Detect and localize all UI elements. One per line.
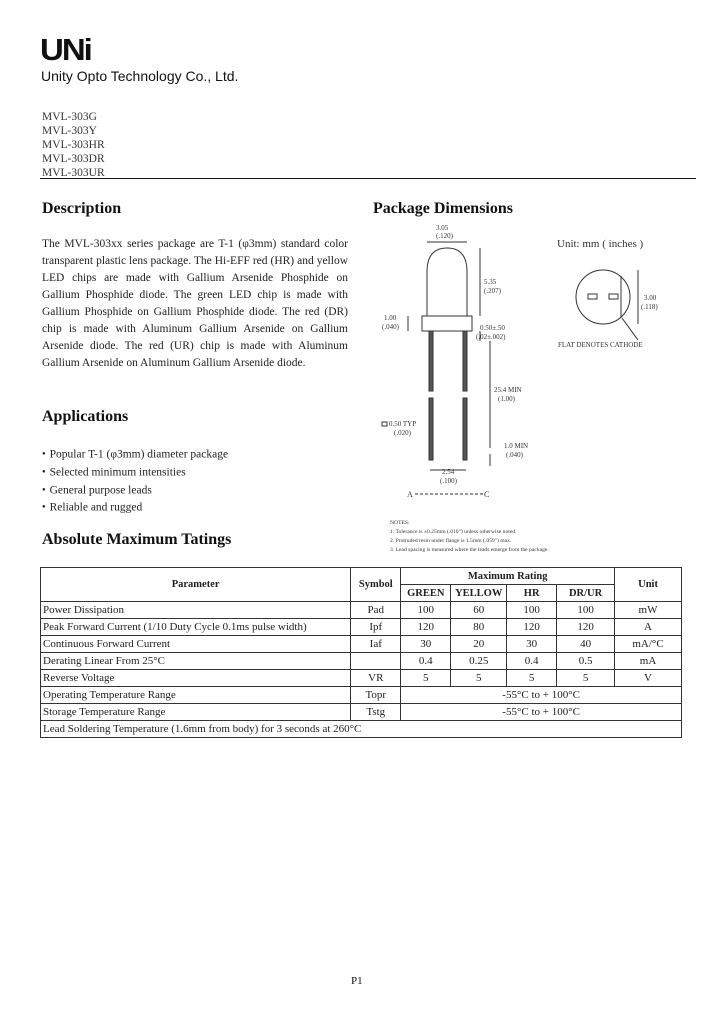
- row-value: 120: [507, 619, 557, 636]
- table-row: [41, 619, 682, 636]
- description-text: The MVL-303xx series package are T-1 (φ3mm) standard color transparent plastic lens package. The Hi-EFF red (HR) and yellow LED chips are made with Gallium Arsenide Phosphide on Gallium Phosphide diode. The green LED chip is made with Gallium Phosphide on Gallium Phosphide diode. The red (DR) chip is made with Aluminum Gallium Arsenide on Gallium Arsenide diode. The red (UR) chip is made with Aluminum Gallium Arsenide on Aluminum Gallium Arsenide diode.: [42, 238, 348, 369]
- model-list: [42, 110, 105, 180]
- dim-body-height-in: (.207): [484, 287, 501, 295]
- row-parameter: Power Dissipation: [41, 602, 351, 619]
- dim-flange: 1.00: [384, 314, 397, 322]
- applications-heading: Applications: [42, 408, 129, 425]
- row-value: 30: [401, 636, 451, 653]
- row-parameter: Storage Temperature Range: [41, 704, 351, 721]
- row-symbol: Ipf: [351, 619, 401, 636]
- dim-lead-length: 25.4 MIN: [494, 386, 522, 394]
- applications-list: [42, 446, 228, 517]
- row-value: 60: [451, 602, 507, 619]
- row-value: 0.25: [451, 653, 507, 670]
- row-value: 5: [557, 670, 615, 687]
- lead-anode-lower: [429, 398, 433, 460]
- table-header-row: [41, 568, 682, 585]
- cathode-note: FLAT DENOTES CATHODE: [558, 341, 643, 349]
- table-row: [41, 670, 682, 687]
- dim-lead-min: 1.0 MIN: [504, 442, 529, 450]
- dim-square: 0.50 TYP: [389, 420, 417, 428]
- dim-flange-in: (.040): [382, 323, 399, 331]
- header-unit: Unit: [615, 568, 682, 602]
- table-row: [41, 653, 682, 670]
- header-col: YELLOW: [451, 585, 507, 602]
- dim-diameter-in: (.118): [641, 303, 658, 311]
- row-unit: A: [615, 619, 682, 636]
- row-parameter: Peak Forward Current (1/10 Duty Cycle 0.1ms pulse width): [41, 619, 351, 636]
- row-value: 5: [401, 670, 451, 687]
- row-value: 120: [557, 619, 615, 636]
- dim-diameter: 3.00: [644, 294, 657, 302]
- row-value: 0.4: [507, 653, 557, 670]
- row-unit: mW: [615, 602, 682, 619]
- list-item: ● Selected minimum intensities: [42, 464, 228, 482]
- row-symbol: Topr: [351, 687, 401, 704]
- row-value: 5: [507, 670, 557, 687]
- model-number: MVL-303HR: [42, 139, 105, 151]
- dim-pitch-in: (.100): [440, 477, 457, 485]
- led-body-outline: [427, 248, 467, 316]
- model-number: MVL-303DR: [42, 153, 105, 165]
- table-row: [41, 636, 682, 653]
- row-parameter: Reverse Voltage: [41, 670, 351, 687]
- dim-lead-thick-in: (.02±.002): [476, 333, 506, 341]
- header-col: HR: [507, 585, 557, 602]
- row-value: 30: [507, 636, 557, 653]
- notes-title: NOTES:: [390, 520, 410, 526]
- page-number: P1: [351, 975, 363, 987]
- model-number: MVL-303UR: [42, 167, 105, 179]
- table-row: [41, 602, 682, 619]
- dim-body-width-in: (.120): [436, 232, 453, 240]
- row-symbol: Iaf: [351, 636, 401, 653]
- cathode-pad: [609, 294, 618, 299]
- company-logo: UNi: [40, 32, 91, 67]
- row-unit: mA/°C: [615, 636, 682, 653]
- package-dimensions-drawing: [360, 216, 690, 561]
- list-item: ● General purpose leads: [42, 482, 228, 500]
- lead-label-a: A: [407, 490, 413, 499]
- row-value: 20: [451, 636, 507, 653]
- header-divider: [40, 178, 696, 179]
- row-symbol: Tstg: [351, 704, 401, 721]
- dim-lead-min-in: (.040): [506, 451, 523, 459]
- header-col: DR/UR: [557, 585, 615, 602]
- dim-square-in: (.020): [394, 429, 411, 437]
- dim-lead-length-in: (1.00): [498, 395, 515, 403]
- units-label: Unit: mm ( inches ): [557, 238, 644, 250]
- table-row: [41, 721, 682, 738]
- lead-label-c: C: [484, 490, 490, 499]
- row-symbol: VR: [351, 670, 401, 687]
- row-range: -55°C to + 100°C: [401, 704, 682, 721]
- row-unit: mA: [615, 653, 682, 670]
- soldering-note: Lead Soldering Temperature (1.6mm from body) for 3 seconds at 260°C: [41, 721, 682, 738]
- row-range: -55°C to + 100°C: [401, 687, 682, 704]
- table-row: [41, 704, 682, 721]
- lead-cathode-upper: [463, 331, 467, 391]
- header-col: GREEN: [401, 585, 451, 602]
- lead-cathode-lower: [463, 398, 467, 460]
- row-symbol: Pad: [351, 602, 401, 619]
- row-value: 0.4: [401, 653, 451, 670]
- row-value: 0.5: [557, 653, 615, 670]
- anode-pad: [588, 294, 597, 299]
- row-value: 5: [451, 670, 507, 687]
- dim-lead-thick: 0.50±.50: [480, 324, 505, 332]
- package-heading: Package Dimensions: [373, 200, 513, 217]
- header-parameter: Parameter: [41, 568, 351, 602]
- table-row: [41, 687, 682, 704]
- row-value: 100: [507, 602, 557, 619]
- lead-anode-upper: [429, 331, 433, 391]
- leader-line: [622, 318, 638, 340]
- row-value: 100: [557, 602, 615, 619]
- ratings-heading: Absolute Maximum Tatings: [42, 531, 232, 548]
- company-name: Unity Opto Technology Co., Ltd.: [41, 68, 239, 84]
- note-item: 2. Protruded resin under flange is 1.5mm (.059") max.: [390, 538, 512, 544]
- note-item: 3. Lead spacing is measured where the leads emerge from the package.: [390, 547, 549, 553]
- dim-body-height: 5.35: [484, 278, 497, 286]
- header-max-rating: Maximum Rating: [401, 568, 615, 585]
- dim-pitch: 2.54: [442, 468, 455, 476]
- row-value: 40: [557, 636, 615, 653]
- row-value: 100: [401, 602, 451, 619]
- list-item: ● Popular T-1 (φ3mm) diameter package: [42, 446, 228, 464]
- header-symbol: Symbol: [351, 568, 401, 602]
- square-lead-marker: [382, 422, 387, 426]
- model-number: MVL-303Y: [42, 125, 97, 137]
- description-heading: Description: [42, 200, 122, 217]
- led-flange: [422, 316, 472, 331]
- row-value: 80: [451, 619, 507, 636]
- note-item: 1. Tolerance is ±0.25mm (.010") unless otherwise noted.: [390, 529, 517, 535]
- row-parameter: Operating Temperature Range: [41, 687, 351, 704]
- row-value: 120: [401, 619, 451, 636]
- row-symbol: [351, 653, 401, 670]
- top-view-circle: [576, 270, 630, 324]
- row-parameter: Derating Linear From 25°C: [41, 653, 351, 670]
- list-item: ● Reliable and rugged: [42, 499, 228, 517]
- model-number: MVL-303G: [42, 111, 97, 123]
- row-parameter: Continuous Forward Current: [41, 636, 351, 653]
- max-ratings-table: [40, 567, 682, 738]
- dim-body-width: 3.05: [436, 224, 449, 232]
- row-unit: V: [615, 670, 682, 687]
